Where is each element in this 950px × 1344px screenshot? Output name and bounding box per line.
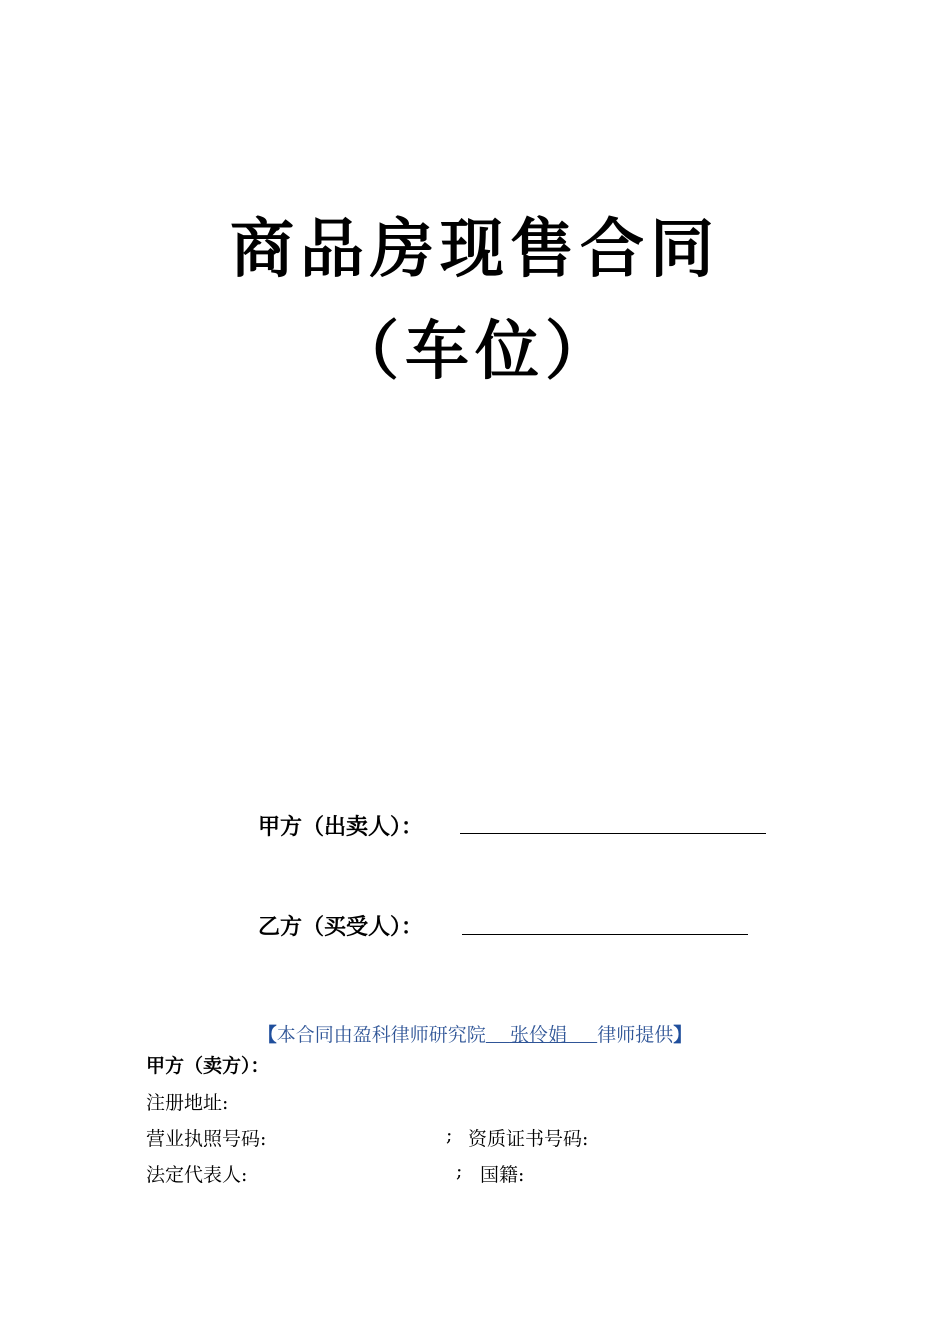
notice-post-text: 律师提供 (597, 1024, 674, 1046)
license-number-label: 营业执照号码: (146, 1128, 267, 1150)
party-b-label: 乙方（买受人）： (258, 914, 424, 940)
contract-subtitle: （车位） (335, 314, 615, 389)
contract-title: 商品房现售合同 (230, 212, 720, 287)
party-a-label: 甲方（出卖人）： (258, 814, 424, 840)
notice-open-bracket: 【 (257, 1024, 277, 1046)
notice-trail-space (567, 1024, 597, 1046)
notice-lawyer-name: 张伶娟 (509, 1024, 567, 1046)
nationality-label: 国籍: (480, 1164, 525, 1186)
separator-semicolon: ; (446, 1124, 453, 1146)
separator-semicolon: ; (456, 1160, 463, 1182)
notice-close-bracket: 】 (673, 1024, 693, 1046)
provider-notice (0, 1020, 950, 1047)
notice-lead-space (486, 1024, 510, 1046)
legal-representative-label: 法定代表人: (146, 1164, 248, 1186)
party-a-blank-line (460, 832, 766, 834)
party-b-blank-line (462, 933, 748, 935)
notice-pre-text: 本合同由盈科律师研究院 (276, 1024, 486, 1046)
qualification-number-label: 资质证书号码: (468, 1128, 589, 1150)
registered-address-label: 注册地址: (146, 1092, 229, 1114)
seller-heading: 甲方（卖方）： (146, 1055, 270, 1077)
